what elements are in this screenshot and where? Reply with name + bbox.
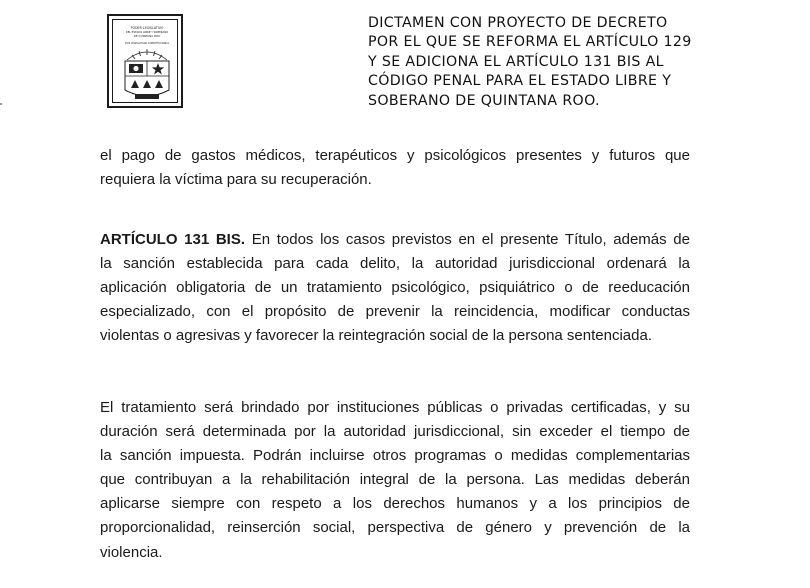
- paragraph-line: El tratamiento será brindado por instituciones públicas o privadas certificadas, y su: [100, 399, 690, 416]
- title-line-1: DICTAMEN CON PROYECTO DE DECRETO: [368, 15, 668, 31]
- paragraph-line: la sanción impuesta. Podrán incluirse otros programas o medidas complementarias: [100, 447, 690, 465]
- paragraph-line: que contribuyan a la rehabilitación integral de la persona. Las medidas deberán: [100, 471, 690, 489]
- legislature-seal: [107, 14, 183, 108]
- paragraph-line: violentas o agresivas y favorecer la reintegración social de la persona sentenciada.: [100, 327, 652, 345]
- paragraph-line: duración será determinada por la autoridad jurisdiccional, sin exceder el tiempo de: [100, 423, 690, 441]
- title-line-3: Y SE ADICIONA EL ARTÍCULO 131 BIS AL: [368, 53, 664, 70]
- article-heading-text: En todos los casos previstos en el presente Título, además de: [245, 231, 690, 248]
- paragraph-line: violencia.: [100, 543, 163, 561]
- treatment-paragraph: [100, 396, 690, 565]
- paragraph-line: la sanción establecida para cada delito, la autoridad jurisdiccional ordenará la: [100, 255, 690, 273]
- seal-text-2: DEL ESTADO LIBRE Y SOBERANO: [125, 31, 169, 34]
- paragraph-line: proporcionalidad, reinserción social, perspectiva de género y prevención de la: [100, 519, 690, 537]
- paragraph-line: aplicarse siempre con respeto a los derechos humanos y a los principios de: [100, 495, 690, 513]
- paragraph-line: requiera la víctima para su recuperación.: [100, 171, 372, 189]
- paragraph-line: [100, 228, 690, 252]
- seal-text-4: XVIII LEGISLATURA CONSTITUCIONAL: [124, 42, 170, 45]
- margin-mark: [0, 103, 2, 105]
- paragraph-line: el pago de gastos médicos, terapéuticos y psicológicos presentes y futuros que: [100, 147, 690, 164]
- article-heading: ARTÍCULO 131 BIS.: [100, 231, 246, 248]
- paragraph-line: especializado, con el propósito de prevenir la reincidencia, modificar conductas: [100, 303, 690, 321]
- title-line-4: CÓDIGO PENAL PARA EL ESTADO LIBRE Y: [368, 73, 672, 90]
- seal-emblem-icon: [109, 16, 185, 110]
- document-title: [368, 14, 708, 111]
- title-line-5: SOBERANO DE QUINTANA ROO.: [368, 92, 600, 109]
- title-line-2: POR EL QUE SE REFORMA EL ARTÍCULO 129: [368, 34, 692, 51]
- paragraph-continuation: [100, 144, 690, 192]
- paragraph-line: aplicación obligatoria de un tratamiento psicológico, psiquiátrico o de reeducación: [100, 279, 690, 297]
- seal-text-1: PODER LEGISLATIVO: [130, 26, 164, 30]
- article-131-bis-paragraph: [100, 228, 690, 348]
- seal-text-3: DE QUINTANA ROO: [133, 34, 161, 38]
